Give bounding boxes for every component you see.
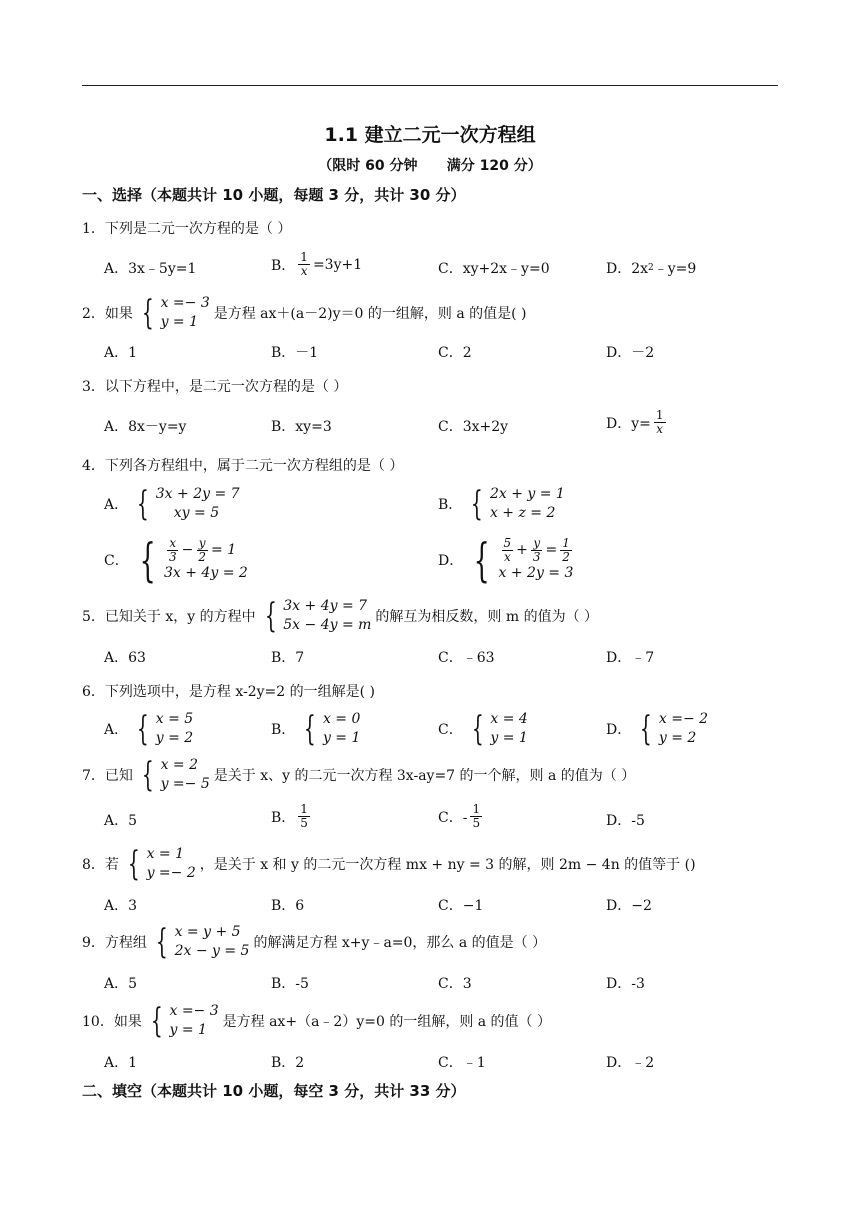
question-7: 7．已知 { x = 2 y =− 5 是关于 x、y 的二元一次方程 3x-ay=7 的一个解，则 a 的值为（ ） [82, 755, 636, 795]
q4-option-d: D． { $\frac{5}{x}$ + $\frac{y}{3}$ = $\frac{1}{2}$ x + 2y = 3 [438, 533, 574, 587]
q5-option-c: C．﹣63 [438, 650, 495, 666]
q8-option-d: D．−2 [606, 898, 652, 914]
equation-system: { x = y + 5 2x − y = 5 [155, 922, 250, 962]
q6-option-a: A． { x = 5 y = 2 [104, 709, 194, 749]
q8-option-a: A．3 [104, 898, 138, 914]
section-heading-fill: 二、填空（本题共计 10 小题，每空 3 分，共计 33 分） [82, 1082, 466, 1100]
equation-system: { x = 4 y = 1 [471, 709, 528, 749]
q6-option-c: C． { x = 4 y = 1 [438, 709, 528, 749]
equation-system: { x =− 2 y = 2 [640, 709, 709, 749]
q6-option-b: B． { x = 0 y = 1 [271, 709, 361, 749]
q10-option-a: A．1 [104, 1055, 138, 1071]
q9-option-d: D．-3 [606, 976, 645, 992]
q2-option-c: C．2 [438, 345, 472, 361]
question-8: 8．若 { x = 1 y =− 2 ，是关于 x 和 y 的二元一次方程 mx + ny = 3 的解，则 2m − 4n 的值等于 () [82, 844, 696, 884]
q2-option-b: B．－1 [271, 345, 319, 361]
q10-option-c: C．﹣1 [438, 1055, 486, 1071]
page-subtitle: （限时 60 分钟 满分 120 分） [318, 158, 542, 174]
equation-system: { x = 2 y =− 5 [141, 755, 210, 795]
question-4: 4．下列各方程组中，属于二元一次方程组的是（ ） [82, 458, 404, 474]
q10-option-d: D．﹣2 [606, 1055, 655, 1071]
question-6: 6．下列选项中，是方程 x-2y=2 的一组解是( ) [82, 684, 376, 700]
question-9: 9．方程组 { x = y + 5 2x − y = 5 的解满足方程 x+y﹣a=0，那么 a 的值是（ ） [82, 922, 547, 962]
equation-system: { x = 0 y = 1 [304, 709, 361, 749]
q5-option-d: D．﹣7 [606, 650, 655, 666]
q3-option-a: A．8x－y=y [104, 419, 187, 435]
fraction: $\frac{1}{x}$ [655, 408, 664, 436]
equation-system: { x = 1 y =− 2 [127, 844, 196, 884]
fraction: $\frac{1}{5}$ [472, 802, 481, 830]
q4-option-a: A． { 3x + 2y = 7 xy = 5 [104, 484, 240, 524]
q2-option-d: D．－2 [606, 345, 655, 361]
question-1: 1．下列是二元一次方程的是（ ） [82, 221, 292, 237]
equation-system: { 3x + 4y = 7 5x − 4y = m [264, 596, 372, 636]
q5-option-b: B．7 [271, 650, 305, 666]
section-heading-choice: 一、选择（本题共计 10 小题，每题 3 分，共计 30 分） [82, 186, 466, 204]
question-2: 2．如果 { x =− 3 y = 1 是方程 ax＋(a－2)y＝0 的一组解，则 a 的值是( ) [82, 293, 527, 333]
q9-option-c: C．3 [438, 976, 472, 992]
q6-option-d: D． { x =− 2 y = 2 [606, 709, 709, 749]
q10-option-b: B．2 [271, 1055, 305, 1071]
header-rule [82, 85, 778, 86]
question-3: 3．以下方程中，是二元一次方程的是（ ） [82, 379, 348, 395]
equation-system: { $\frac{x}{3}$ − $\frac{y}{2}$ = 1 3x + 4y = 2 [139, 533, 248, 587]
q4-option-b: B． { 2x + y = 1 x + z = 2 [438, 484, 565, 524]
q7-option-c: C．- $\frac{1}{5}$ [438, 802, 481, 830]
q2-option-a: A．1 [104, 345, 138, 361]
fraction: $\frac{1}{5}$ [300, 802, 308, 830]
q3-option-d: D．y= $\frac{1}{x}$ [606, 408, 664, 436]
q5-option-a: A．63 [104, 650, 146, 666]
question-10: 10．如果 { x =− 3 y = 1 是方程 ax+（a﹣2）y=0 的一组解，则 a 的值（ ） [82, 1001, 552, 1041]
q1-option-b: B． $\frac{1}{x}$ =3y+1 [271, 250, 363, 278]
q7-option-a: A．5 [104, 813, 138, 829]
fraction: $\frac{1}{x}$ [300, 250, 308, 278]
q1-option-d: D．2x 2 ﹣y=9 [606, 261, 697, 277]
q8-option-b: B．6 [271, 898, 305, 914]
equation-system: { 2x + y = 1 x + z = 2 [471, 484, 565, 524]
q7-option-d: D．-5 [606, 813, 645, 829]
q1-option-a: A．3x﹣5y=1 [104, 261, 197, 277]
q1-option-c: C．xy+2x﹣y=0 [438, 261, 550, 277]
q7-option-b: B． $\frac{1}{5}$ [271, 802, 308, 830]
q3-option-c: C．3x+2y [438, 419, 509, 435]
q9-option-b: B．-5 [271, 976, 309, 992]
q9-option-a: A．5 [104, 976, 138, 992]
q3-option-b: B．xy=3 [271, 419, 332, 435]
equation-system: { x = 5 y = 2 [136, 709, 194, 749]
page-title: 1.1 建立二元一次方程组 [324, 124, 536, 146]
equation-system: { $\frac{5}{x}$ + $\frac{y}{3}$ = $\frac{1}{2}$ x + 2y = 3 [473, 533, 574, 587]
question-5: 5．已知关于 x，y 的方程中 { 3x + 4y = 7 5x − 4y = m 的解互为相反数，则 m 的值为（ ） [82, 596, 599, 636]
equation-system: { x =− 3 y = 1 [150, 1001, 219, 1041]
q8-option-c: C．−1 [438, 898, 484, 914]
equation-system: { 3x + 2y = 7 xy = 5 [136, 484, 240, 524]
q4-option-c: C． { $\frac{x}{3}$ − $\frac{y}{2}$ = 1 3x + 4y = 2 [104, 533, 248, 587]
equation-system: { x =− 3 y = 1 [141, 293, 210, 333]
